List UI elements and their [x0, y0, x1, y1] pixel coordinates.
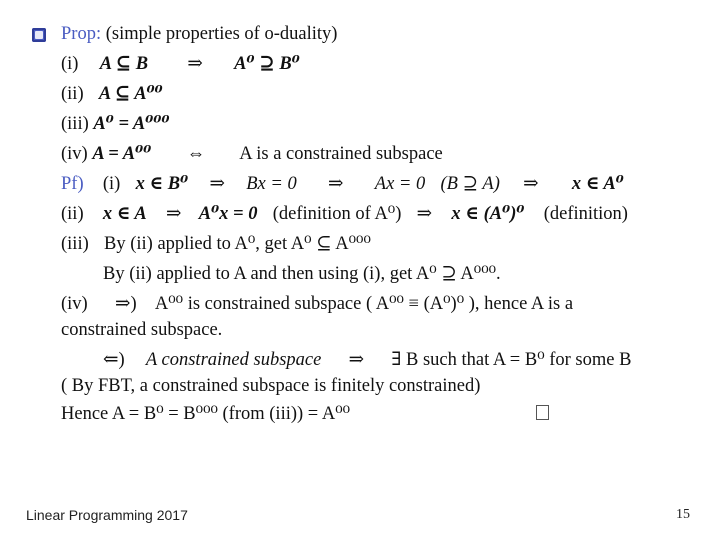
proof-iii-continued [103, 263, 501, 285]
implies-icon: ⇒ [209, 174, 225, 194]
proof-fbt-text: ( By FBT, a constrained subspace is finitely constrained) [61, 376, 481, 396]
proof-conclusion [61, 403, 350, 425]
proof-iv-cont: constrained subspace. [61, 320, 223, 340]
proof-i-c: Ax = 0 [374, 174, 426, 194]
proof-ii-e: (definition) [543, 204, 628, 224]
proof-iv-text: A⁰⁰ is constrained subspace ( A⁰⁰ ≡ (A⁰)⁰ ), hence A is a [154, 294, 574, 314]
proof-ii-label: (ii) [61, 204, 84, 224]
proof-converse-b: ∃ B such that A = B⁰ for some B [391, 350, 632, 370]
proof-conclusion-text: Hence A = B⁰ = B⁰⁰⁰ (from (iii)) = A⁰⁰ [61, 404, 351, 424]
proof-ii-a: x ∈ A [102, 204, 147, 224]
proof-iv-label: (iv) [61, 294, 88, 314]
proof-ii-c: (definition of A⁰) [272, 204, 402, 224]
property-iii-expr: A⁰ = A⁰⁰⁰ [93, 114, 170, 134]
proof-converse-a: A constrained subspace [145, 350, 322, 370]
proof-converse-arrow: ⇐) [103, 350, 125, 370]
property-iv [61, 143, 443, 165]
property-i-rhs: A⁰ ⊇ B⁰ [234, 54, 300, 74]
proof-i-label: (i) [102, 174, 121, 194]
page-number: 15 [676, 507, 690, 522]
property-ii [61, 83, 163, 105]
proof-converse [103, 349, 631, 371]
proof-ii-b: A⁰x = 0 [198, 204, 258, 224]
proof-fbt-note [61, 375, 480, 397]
proof-i-a: x ∈ B⁰ [135, 174, 189, 194]
implies-icon: ⇒ [523, 174, 539, 194]
property-iv-expr: A = A⁰⁰ [92, 144, 152, 164]
property-ii-expr: A ⊆ A⁰⁰ [98, 84, 163, 104]
implies-icon: ⇒ [348, 350, 365, 370]
proof-i-d: (B ⊇ A) [440, 174, 500, 194]
proof-ii-d: x ∈ (A⁰)⁰ [451, 204, 525, 224]
property-iii [61, 113, 170, 135]
proof-iv-continued [61, 319, 222, 341]
prop-title: (simple properties of o-duality) [105, 24, 338, 44]
footer-course-title: Linear Programming 2017 [26, 507, 188, 523]
proof-iii-label: (iii) [61, 234, 89, 254]
proof-iv [61, 293, 573, 315]
qed-box-icon [536, 405, 549, 420]
proof-iv-arrow: ⇒) [114, 294, 137, 314]
proof-i [61, 173, 624, 195]
property-iii-label: (iii) [61, 114, 89, 134]
proof-i-b: Bx = 0 [246, 174, 297, 194]
proof-iii [61, 233, 371, 255]
checkbox-bullet-icon [32, 28, 46, 42]
proof-iii-text-2: By (ii) applied to A and then using (i), get A⁰ ⊇ A⁰⁰⁰. [103, 264, 501, 284]
proof-ii [61, 203, 628, 225]
property-i-label: (i) [61, 54, 79, 74]
property-i-lhs: A ⊆ B [99, 54, 149, 74]
implies-icon: ⇒ [416, 204, 433, 224]
implies-icon: ⇒ [328, 174, 344, 194]
implies-icon: ⇒ [187, 54, 203, 74]
proof-iii-text: By (ii) applied to A⁰, get A⁰ ⊆ A⁰⁰⁰ [104, 234, 371, 254]
property-ii-label: (ii) [61, 84, 84, 104]
implies-icon: ⇒ [165, 204, 182, 224]
prop-heading [61, 23, 337, 45]
iff-icon: ⇔ [186, 144, 206, 164]
prop-label: Prop: [61, 24, 102, 44]
proof-label: Pf) [61, 174, 84, 194]
proof-i-e: x ∈ A⁰ [571, 174, 624, 194]
property-i [61, 53, 300, 75]
property-iv-label: (iv) [61, 144, 88, 164]
property-iv-text: A is a constrained subspace [239, 144, 443, 164]
